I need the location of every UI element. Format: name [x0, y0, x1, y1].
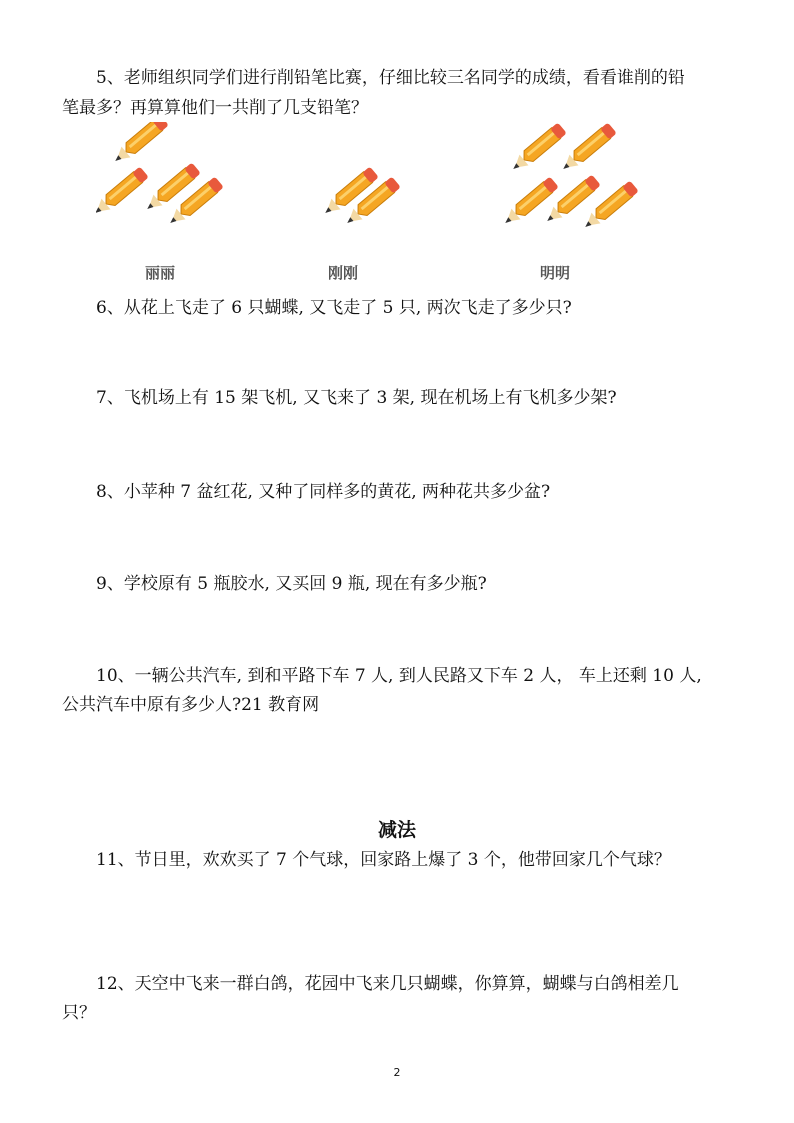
q12-line2: 只？ — [62, 1003, 96, 1023]
q11: 11、节日里，欢欢买了 7 个气球，回家路上爆了 3 个，他带回家几个气球？ — [96, 850, 671, 870]
page-number: 2 — [393, 1066, 401, 1079]
student-name-lili: 丽丽 — [145, 264, 176, 282]
q9: 9、学校原有 5 瓶胶水, 又买回 9 瓶, 现在有多少瓶? — [96, 574, 487, 594]
pencil-illustration — [96, 122, 656, 232]
pencil-icon — [111, 122, 169, 166]
q7: 7、飞机场上有 15 架飞机, 又飞来了 3 架, 现在机场上有飞机多少架? — [96, 388, 617, 408]
student-name-ganggang: 刚刚 — [328, 264, 359, 282]
q10-line2: 公共汽车中原有多少人?21 教育网 — [62, 695, 320, 715]
q5-line1: 5、老师组织同学们进行削铅笔比赛，仔细比较三名同学的成绩，看看谁削的铅 — [96, 68, 685, 88]
pencil-icon — [509, 122, 567, 174]
q10-line1: 10、一辆公共汽车, 到和平路下车 7 人, 到人民路又下车 2 人， 车上还剩 10 人, — [96, 666, 702, 686]
section-title: 减法 — [377, 819, 416, 841]
pencil-icon — [96, 166, 149, 218]
pencil-icon — [501, 176, 559, 228]
student-name-mingming: 明明 — [540, 264, 571, 282]
q6: 6、从花上飞走了 6 只蝴蝶, 又飞走了 5 只, 两次飞走了多少只? — [96, 298, 572, 318]
pencil-icon — [559, 122, 617, 174]
q8: 8、小苹种 7 盆红花, 又种了同样多的黄花, 两种花共多少盆? — [96, 482, 551, 502]
q12-line1: 12、天空中飞来一群白鸽，花园中飞来几只蝴蝶，你算算，蝴蝶与白鸽相差几 — [96, 974, 679, 994]
q5-line2: 笔最多？再算算他们一共削了几支铅笔？ — [62, 98, 368, 118]
